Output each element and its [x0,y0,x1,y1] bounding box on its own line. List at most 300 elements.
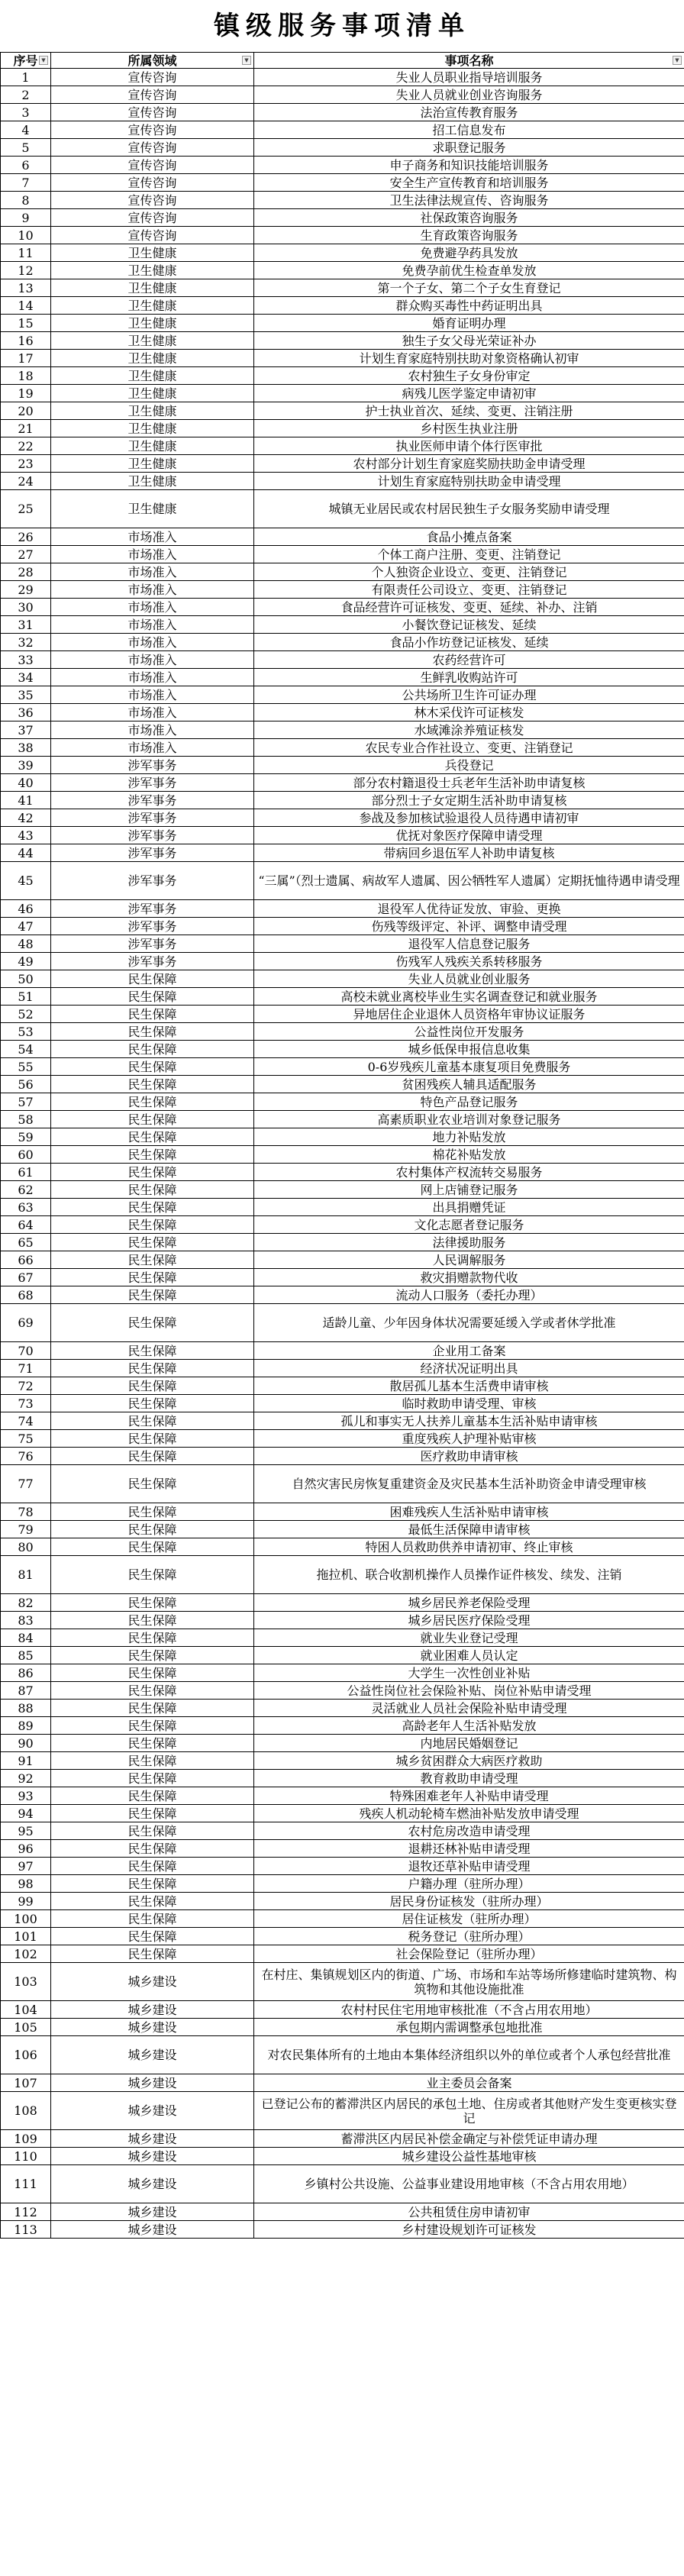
row-number: 22 [1,437,51,455]
row-number: 34 [1,669,51,686]
row-number: 30 [1,599,51,616]
column-header-number[interactable]: 序号 ▼ [1,53,51,69]
row-item-name: 参战及参加核试验退役人员待遇申请初审 [254,809,684,827]
table-row [1,157,684,174]
row-category: 城乡建设 [51,2019,254,2036]
row-item-name: 病残儿医学鉴定申请初审 [254,385,684,402]
row-item-name: 个人独资企业设立、变更、注销登记 [254,563,684,581]
row-number: 18 [1,367,51,385]
row-number: 76 [1,1448,51,1465]
row-item-name: 社会保险登记（驻所办理） [254,1945,684,1963]
row-number: 109 [1,2130,51,2148]
table-row [1,935,684,953]
row-number: 21 [1,420,51,437]
row-number: 45 [1,862,51,900]
row-number: 79 [1,1521,51,1538]
table-row [1,2074,684,2092]
row-category: 宣传咨询 [51,86,254,104]
row-number: 80 [1,1538,51,1556]
table-row [1,599,684,616]
table-row [1,1395,684,1412]
row-category: 民生保障 [51,1023,254,1041]
row-item-name: 户籍办理（驻所办理） [254,1875,684,1893]
table-row [1,2036,684,2074]
row-item-name: 公益性岗位开发服务 [254,1023,684,1041]
row-item-name: 小餐饮登记证核发、延续 [254,616,684,634]
row-item-name: 0-6岁残疾儿童基本康复项目免费服务 [254,1058,684,1076]
row-number: 37 [1,721,51,739]
table-row [1,1465,684,1503]
row-item-name: 生鲜乳收购站许可 [254,669,684,686]
row-item-name: 业主委员会备案 [254,2074,684,2092]
filter-dropdown-icon[interactable]: ▼ [242,56,251,65]
row-item-name: 退役军人信息登记服务 [254,935,684,953]
row-item-name: 蓄滞洪区内居民补偿金确定与补偿凭证申请办理 [254,2130,684,2148]
table-row [1,953,684,970]
column-header-category[interactable]: 所属领域 ▼ [51,53,254,69]
row-number: 85 [1,1647,51,1664]
row-number: 9 [1,209,51,227]
row-number: 40 [1,774,51,792]
row-category: 民生保障 [51,1538,254,1556]
row-category: 民生保障 [51,1286,254,1304]
row-category: 城乡建设 [51,2165,254,2203]
row-number: 27 [1,546,51,563]
table-row [1,350,684,367]
row-category: 市场准入 [51,528,254,546]
row-category: 民生保障 [51,1216,254,1234]
row-category: 民生保障 [51,1647,254,1664]
row-number: 73 [1,1395,51,1412]
table-row [1,2165,684,2203]
table-row [1,1521,684,1538]
row-category: 民生保障 [51,1465,254,1503]
row-number: 12 [1,262,51,279]
table-row [1,2092,684,2130]
row-item-name: 食品小摊点备案 [254,528,684,546]
row-item-name: 食品小作坊登记证核发、延续 [254,634,684,651]
row-number: 8 [1,192,51,209]
row-category: 涉军事务 [51,900,254,918]
row-item-name: 对农民集体所有的土地由本集体经济组织以外的单位或者个人承包经营批准 [254,2036,684,2074]
row-category: 民生保障 [51,1076,254,1093]
row-category: 市场准入 [51,634,254,651]
row-item-name: 公共场所卫生许可证办理 [254,686,684,704]
filter-dropdown-icon[interactable]: ▼ [39,56,48,65]
row-category: 市场准入 [51,739,254,757]
row-item-name: 灵活就业人员社会保险补贴申请受理 [254,1700,684,1717]
row-category: 民生保障 [51,1945,254,1963]
row-category: 民生保障 [51,1041,254,1058]
row-category: 涉军事务 [51,792,254,809]
table-row [1,1928,684,1945]
row-number: 52 [1,1006,51,1023]
row-category: 民生保障 [51,1181,254,1199]
row-number: 106 [1,2036,51,2074]
row-category: 城乡建设 [51,1963,254,2001]
table-row [1,455,684,473]
table-row [1,1304,684,1342]
row-item-name: 退耕还林补贴申请受理 [254,1840,684,1858]
table-row [1,121,684,139]
row-category: 城乡建设 [51,2001,254,2019]
row-category: 市场准入 [51,669,254,686]
table-row [1,1858,684,1875]
row-category: 市场准入 [51,651,254,669]
row-item-name: 内地居民婚姻登记 [254,1735,684,1752]
row-category: 民生保障 [51,1717,254,1735]
table-row [1,827,684,844]
table-row [1,227,684,244]
table-row [1,686,684,704]
row-category: 民生保障 [51,1875,254,1893]
row-item-name: 食品经营许可证核发、变更、延续、补办、注销 [254,599,684,616]
row-number: 77 [1,1465,51,1503]
row-number: 108 [1,2092,51,2130]
row-category: 民生保障 [51,1269,254,1286]
filter-dropdown-icon[interactable]: ▼ [673,56,682,65]
table-row [1,1647,684,1664]
row-item-name: 贫困残疾人辅具适配服务 [254,1076,684,1093]
row-item-name: 失业人员就业创业服务 [254,970,684,988]
row-item-name: 重度残疾人护理补贴审核 [254,1430,684,1448]
row-category: 民生保障 [51,1594,254,1612]
row-number: 23 [1,455,51,473]
table-row [1,1682,684,1700]
row-number: 56 [1,1076,51,1093]
row-number: 60 [1,1146,51,1164]
row-item-name: 农民专业合作社设立、变更、注销登记 [254,739,684,757]
table-row [1,244,684,262]
row-category: 卫生健康 [51,297,254,315]
row-category: 市场准入 [51,686,254,704]
table-row [1,1700,684,1717]
row-number: 103 [1,1963,51,2001]
row-number: 57 [1,1093,51,1111]
table-row [1,1664,684,1682]
row-category: 涉军事务 [51,953,254,970]
table-row [1,1146,684,1164]
table-row [1,844,684,862]
row-category: 宣传咨询 [51,157,254,174]
row-number: 28 [1,563,51,581]
row-number: 32 [1,634,51,651]
table-row [1,970,684,988]
row-category: 民生保障 [51,1058,254,1076]
row-number: 4 [1,121,51,139]
row-number: 84 [1,1629,51,1647]
column-header-item-name[interactable]: 事项名称 ▼ [254,53,684,69]
row-item-name: 退役军人优待证发放、审验、更换 [254,900,684,918]
table-row [1,581,684,599]
row-item-name: 计划生育家庭特别扶助金申请受理 [254,473,684,490]
table-row [1,1963,684,2001]
row-item-name: 农村部分计划生育家庭奖励扶助金申请受理 [254,455,684,473]
table-row [1,2203,684,2221]
row-number: 50 [1,970,51,988]
row-category: 涉军事务 [51,844,254,862]
row-item-name: 免费避孕药具发放 [254,244,684,262]
row-number: 19 [1,385,51,402]
row-item-name: 居住证核发（驻所办理） [254,1910,684,1928]
row-category: 市场准入 [51,721,254,739]
row-category: 卫生健康 [51,244,254,262]
row-category: 卫生健康 [51,473,254,490]
row-category: 城乡建设 [51,2130,254,2148]
row-number: 53 [1,1023,51,1041]
row-item-name: 城乡居民养老保险受理 [254,1594,684,1612]
row-number: 2 [1,86,51,104]
row-number: 100 [1,1910,51,1928]
row-number: 49 [1,953,51,970]
table-row [1,774,684,792]
row-category: 涉军事务 [51,757,254,774]
row-number: 54 [1,1041,51,1058]
row-number: 47 [1,918,51,935]
table-row [1,1875,684,1893]
table-row [1,704,684,721]
row-item-name: 网上店铺登记服务 [254,1181,684,1199]
table-row [1,1128,684,1146]
row-category: 宣传咨询 [51,121,254,139]
row-number: 58 [1,1111,51,1128]
row-category: 民生保障 [51,1164,254,1181]
row-number: 78 [1,1503,51,1521]
row-category: 城乡建设 [51,2148,254,2165]
row-number: 82 [1,1594,51,1612]
row-item-name: 流动人口服务（委托办理） [254,1286,684,1304]
row-item-name: 适龄儿童、少年因身体状况需要延缓入学或者休学批准 [254,1304,684,1342]
row-item-name: 城乡居民医疗保险受理 [254,1612,684,1629]
row-item-name: 救灾捐赠款物代收 [254,1269,684,1286]
row-item-name: 第一个子女、第二个子女生育登记 [254,279,684,297]
row-category: 涉军事务 [51,827,254,844]
row-item-name: 地力补贴发放 [254,1128,684,1146]
row-number: 70 [1,1342,51,1360]
table-row [1,634,684,651]
row-number: 86 [1,1664,51,1682]
row-item-name: 公共租赁住房申请初审 [254,2203,684,2221]
table-row [1,1556,684,1594]
table-row [1,1058,684,1076]
row-category: 市场准入 [51,704,254,721]
table-row [1,1216,684,1234]
row-category: 卫生健康 [51,350,254,367]
table-row [1,1448,684,1465]
row-number: 61 [1,1164,51,1181]
row-category: 民生保障 [51,1752,254,1770]
row-item-name: 高龄老年人生活补贴发放 [254,1717,684,1735]
table-row [1,862,684,900]
row-number: 81 [1,1556,51,1594]
row-number: 59 [1,1128,51,1146]
row-category: 民生保障 [51,1111,254,1128]
row-item-name: 农药经营许可 [254,651,684,669]
row-category: 民生保障 [51,1395,254,1412]
row-item-name: 招工信息发布 [254,121,684,139]
table-row [1,1342,684,1360]
row-item-name: 临时救助申请受理、审核 [254,1395,684,1412]
table-row [1,1023,684,1041]
row-category: 民生保障 [51,1342,254,1360]
row-item-name: 最低生活保障申请审核 [254,1521,684,1538]
row-item-name: 税务登记（驻所办理） [254,1928,684,1945]
row-item-name: 林木采伐许可证核发 [254,704,684,721]
row-item-name: 高校未就业离校毕业生实名调查登记和就业服务 [254,988,684,1006]
row-item-name: 卫生法律法规宣传、咨询服务 [254,192,684,209]
table-row [1,1770,684,1787]
table-row [1,174,684,192]
table-row [1,1181,684,1199]
row-category: 城乡建设 [51,2221,254,2239]
service-list-table [0,52,684,2239]
row-number: 101 [1,1928,51,1945]
row-category: 民生保障 [51,1093,254,1111]
row-category: 民生保障 [51,1430,254,1448]
row-item-name: 残疾人机动轮椅车燃油补贴发放申请受理 [254,1805,684,1822]
row-category: 民生保障 [51,988,254,1006]
row-item-name: 困难残疾人生活补贴申请审核 [254,1503,684,1521]
row-category: 民生保障 [51,1822,254,1840]
row-category: 城乡建设 [51,2074,254,2092]
row-item-name: 孤儿和事实无人扶养儿童基本生活补贴申请审核 [254,1412,684,1430]
row-category: 宣传咨询 [51,174,254,192]
row-item-name: 法治宣传教育服务 [254,104,684,121]
row-category: 民生保障 [51,1503,254,1521]
row-category: 宣传咨询 [51,192,254,209]
table-row [1,1360,684,1377]
table-row [1,1251,684,1269]
row-category: 民生保障 [51,1893,254,1910]
row-category: 宣传咨询 [51,104,254,121]
row-number: 38 [1,739,51,757]
row-number: 83 [1,1612,51,1629]
table-row [1,757,684,774]
row-number: 3 [1,104,51,121]
row-item-name: 退牧还草补贴申请受理 [254,1858,684,1875]
row-number: 1 [1,69,51,86]
table-row [1,104,684,121]
table-row [1,1612,684,1629]
row-category: 卫生健康 [51,332,254,350]
row-number: 102 [1,1945,51,1963]
table-row [1,1805,684,1822]
row-item-name: 农村独生子女身份审定 [254,367,684,385]
row-category: 涉军事务 [51,809,254,827]
row-item-name: 医疗救助申请审核 [254,1448,684,1465]
row-item-name: 护士执业首次、延续、变更、注销注册 [254,402,684,420]
table-row [1,473,684,490]
row-category: 民生保障 [51,1521,254,1538]
row-number: 55 [1,1058,51,1076]
table-row [1,1041,684,1058]
row-category: 民生保障 [51,1910,254,1928]
row-category: 民生保障 [51,1840,254,1858]
row-item-name: 个体工商户注册、变更、注销登记 [254,546,684,563]
row-category: 卫生健康 [51,420,254,437]
table-row [1,2001,684,2019]
row-item-name: 居民身份证核发（驻所办理） [254,1893,684,1910]
table-row [1,1199,684,1216]
table-row [1,900,684,918]
row-category: 宣传咨询 [51,139,254,157]
row-category: 市场准入 [51,581,254,599]
row-item-name: 农村危房改造申请受理 [254,1822,684,1840]
row-item-name: 文化志愿者登记服务 [254,1216,684,1234]
row-number: 11 [1,244,51,262]
row-number: 44 [1,844,51,862]
row-category: 市场准入 [51,546,254,563]
row-category: 卫生健康 [51,279,254,297]
table-row [1,192,684,209]
table-row [1,385,684,402]
table-row [1,1840,684,1858]
table-row [1,1076,684,1093]
table-row [1,315,684,332]
row-category: 城乡建设 [51,2203,254,2221]
row-number: 68 [1,1286,51,1304]
table-row [1,1717,684,1735]
table-row [1,2019,684,2036]
table-row [1,1430,684,1448]
table-row [1,918,684,935]
table-row [1,1594,684,1612]
table-row [1,563,684,581]
row-item-name: 就业困难人员认定 [254,1647,684,1664]
row-item-name: 城乡贫困群众大病医疗救助 [254,1752,684,1770]
row-item-name: 城乡建设公益性基地审核 [254,2148,684,2165]
row-number: 89 [1,1717,51,1735]
row-number: 42 [1,809,51,827]
table-row [1,1910,684,1928]
table-row [1,2130,684,2148]
table-row [1,209,684,227]
table-row [1,69,684,86]
row-number: 88 [1,1700,51,1717]
row-number: 107 [1,2074,51,2092]
row-category: 民生保障 [51,1629,254,1647]
row-category: 卫生健康 [51,437,254,455]
row-number: 15 [1,315,51,332]
row-number: 13 [1,279,51,297]
row-item-name: 农村集体产权流转交易服务 [254,1164,684,1181]
row-category: 民生保障 [51,1377,254,1395]
row-item-name: 农村村民住宅用地审核批准（不含占用农用地） [254,2001,684,2019]
row-category: 民生保障 [51,1612,254,1629]
table-row [1,1538,684,1556]
row-number: 74 [1,1412,51,1430]
row-category: 民生保障 [51,1682,254,1700]
row-number: 20 [1,402,51,420]
row-item-name: 法律援助服务 [254,1234,684,1251]
row-number: 96 [1,1840,51,1858]
row-number: 104 [1,2001,51,2019]
row-category: 民生保障 [51,1412,254,1430]
row-number: 90 [1,1735,51,1752]
row-number: 46 [1,900,51,918]
row-category: 卫生健康 [51,490,254,528]
row-item-name: 特困人员救助供养申请初审、终止审核 [254,1538,684,1556]
table-row [1,1735,684,1752]
row-item-name: 执业医师申请个体行医审批 [254,437,684,455]
row-category: 民生保障 [51,1556,254,1594]
row-number: 67 [1,1269,51,1286]
table-row [1,139,684,157]
row-category: 卫生健康 [51,315,254,332]
table-row [1,420,684,437]
row-number: 51 [1,988,51,1006]
table-row [1,669,684,686]
